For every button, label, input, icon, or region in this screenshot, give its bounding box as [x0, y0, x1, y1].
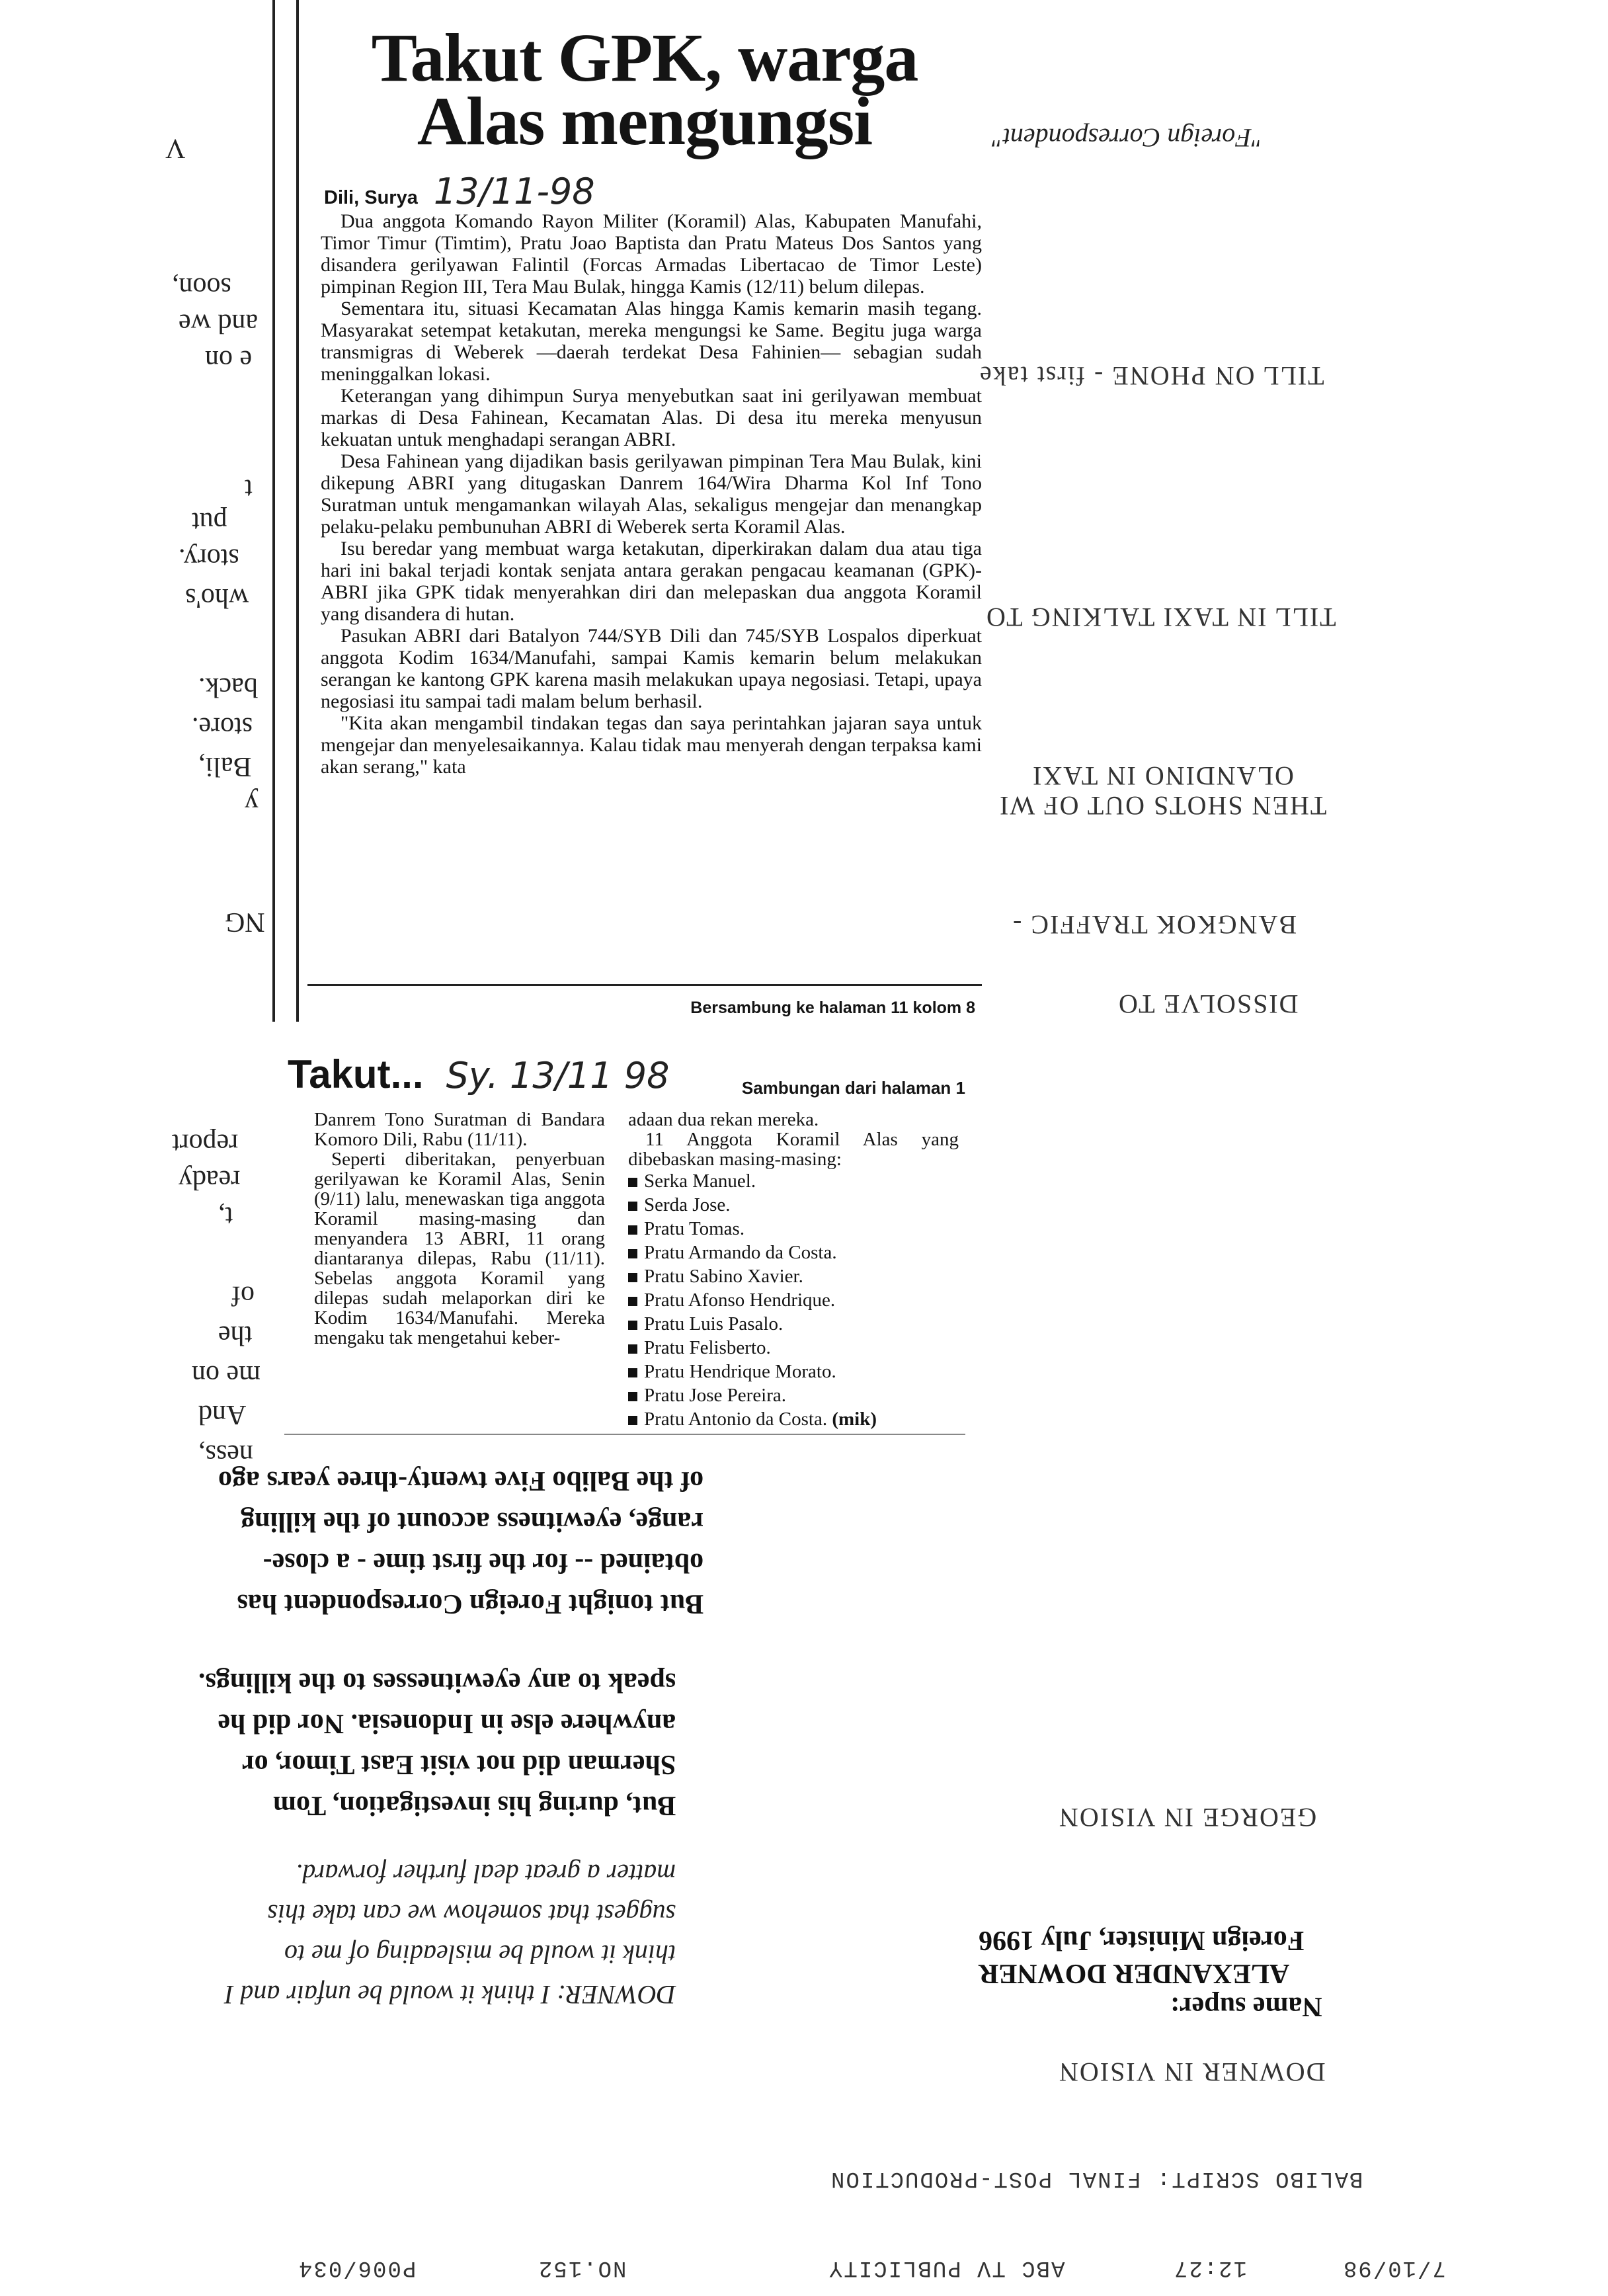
list-item: Pratu Armando da Costa. [628, 1241, 959, 1264]
fax-header [298, 2255, 1446, 2280]
fragment: t [245, 473, 253, 504]
column-rule [296, 0, 299, 1022]
list-item: Serda Jose. [628, 1193, 959, 1217]
continuation-header [288, 1051, 669, 1097]
clipping-main-article [301, 0, 988, 1035]
handwritten-date: Sy. 13/11 98 [446, 1055, 670, 1096]
paragraph: adaan dua rekan mereka. [628, 1109, 819, 1130]
script-line: think it would be misleading of me to [284, 1940, 676, 1969]
list-item: Pratu Afonso Hendrique. [628, 1288, 959, 1312]
script-line: DISSOLVE TO [1117, 989, 1299, 1019]
bullet-icon [628, 1202, 637, 1211]
bullet-icon [628, 1321, 637, 1330]
fax-date: 7/10/98 [1342, 2255, 1446, 2280]
paragraph: Seperti diberitakan, penyerbuan gerilyawan ke Koramil Alas, Senin (9/11) lalu, menewaskan tiga anggota Koramil masing-masing dan menyandera 13 ABRI, 11 orang diantaranya dilepas, Rabu (11/11). Sebelas anggota Koramil yang dilepas sudah melaporkan diri ke Kodim 1634/Manufahi. Mereka mengaku tak mengetahui keber- [314, 1149, 605, 1348]
fragment: ready [179, 1165, 241, 1195]
script-line: "Foreign Correspondent" [992, 123, 1263, 153]
paragraph: "Kita akan mengambil tindakan tegas dan saya perintahkan jajaran saya untuk mengejar dan menyelesaikannya. Kalau tidak mau menyerah dengan terpaksa kami akan serang," kata [321, 712, 982, 778]
fragment: who's [185, 583, 249, 613]
column-rule [272, 0, 275, 1022]
fragment: e on [205, 345, 253, 375]
fragment: ness, [198, 1439, 253, 1469]
clip-edge [284, 1434, 965, 1435]
fragment: back. [198, 672, 258, 702]
list-item: Pratu Sabino Xavier. [628, 1264, 959, 1288]
fragment: report [172, 1128, 239, 1159]
downer-quote [225, 1858, 676, 2010]
bullet-icon [628, 1416, 637, 1425]
script-line: But tonight Foreign Correspondent has [237, 1588, 704, 1619]
script-line: range, eyewitness account of the killing [241, 1506, 704, 1537]
bullet-icon [628, 1297, 637, 1306]
script-line: TILL ON PHONE - first take [979, 361, 1324, 391]
fragment: story. [179, 543, 239, 573]
script-line: Name super: [1170, 1991, 1322, 2022]
list-item: Pratu Hendrique Morato. [628, 1360, 959, 1383]
script-paragraph [198, 1666, 676, 1821]
dateline-row [324, 171, 595, 212]
fax-from: ABC TV PUBLICITY [827, 2255, 1065, 2280]
bullet-icon [628, 1273, 637, 1282]
fragment: t, [218, 1201, 233, 1231]
headline-line1: Takut GPK, warga [371, 20, 918, 96]
paragraph: Pasukan ABRI dari Batalyon 744/SYB Dili dan 745/SYB Lospalos diperkuat anggota Kodim 1634/Manufahi, sampai Kamis kemarin belum melakukan serangan ke kantong GPK karena masih melakukan upaya negosiasi. Tetapi, upaya negosiasi itu sampai tadi malam belum berhasil. [321, 625, 982, 712]
script-line: speak to any eyewitnesses to the killings. [198, 1667, 676, 1698]
list-item: Serka Manuel. [628, 1169, 959, 1193]
continued-note: Bersambung ke halaman 11 kolom 8 [690, 999, 975, 1017]
script-title: BALIBO SCRIPT: FINAL POST-PRODUCTION [830, 2166, 1363, 2191]
script-line: DOWNER IN VISION [1058, 2057, 1326, 2087]
fragment: y [245, 788, 259, 818]
fragment: and we [179, 308, 259, 339]
script-line: suggest that somehow we can take this [267, 1899, 676, 1929]
article-body [321, 210, 982, 778]
fragment: V [165, 133, 186, 163]
script-line: TILL IN TAXI TALKING TO [985, 602, 1336, 632]
sambungan-note: Sambungan dari halaman 1 [741, 1078, 965, 1098]
paragraph: Danrem Tono Suratman di Bandara Komoro Dili, Rabu (11/11). [314, 1109, 605, 1150]
fragment: Bali, [198, 751, 252, 782]
fragment: soon, [172, 272, 231, 302]
column-2 [628, 1110, 959, 1431]
list-item: Pratu Antonio da Costa. (mik) [628, 1407, 959, 1431]
bullet-icon [628, 1344, 637, 1354]
list-item: Pratu Luis Pasalo. [628, 1312, 959, 1336]
headline-line2: Alas mengungsi [417, 83, 873, 159]
list-item: Pratu Tomas. [628, 1217, 959, 1241]
fragment: put [192, 507, 227, 537]
script-line: anywhere else in Indonesia. Nor did he [218, 1708, 676, 1739]
dateline: Dili, Surya [324, 187, 418, 208]
paragraph: Keterangan yang dihimpun Surya menyebutkan saat ini gerilyawan membuat markas di Desa Fahinean, Kecamatan Alas. Di desa itu mereka menyusun kekuatan untuk menghadapi serangan ABRI. [321, 385, 982, 450]
bullet-icon [628, 1178, 637, 1187]
fragment: of [231, 1280, 255, 1311]
script-line: THEN SHOTS OUT OF WI [998, 791, 1327, 821]
list-item: Pratu Jose Pereira. [628, 1383, 959, 1407]
paragraph: Dua anggota Komando Rayon Militer (Koramil) Alas, Kabupaten Manufahi, Timor Timur (Timtim), Pratu Joao Baptista dan Pratu Mateus Dos Santos yang disandera gerilyawan Falintil (Forcas Armadas Libertacao de Timor Leste) pimpinan Region III, Tera Mau Bulak, hingga Kamis (12/11) belum dilepas. [321, 210, 982, 298]
script-line: matter a great deal further forward. [296, 1859, 676, 1889]
bullet-icon [628, 1249, 637, 1258]
fragment: store. [192, 712, 253, 742]
byline: (mik) [832, 1409, 877, 1430]
rule [307, 984, 982, 986]
script-line: of the Balibo Five twenty-three years ago [218, 1465, 704, 1496]
script-line: Foreign Minister, July 1996 [979, 1925, 1305, 1955]
script-line: ALEXANDER DOWNER [979, 1958, 1290, 1988]
column-1 [314, 1110, 605, 1348]
script-line: Sherman did not visit East Timor, or [242, 1749, 676, 1780]
fragment: NG [225, 907, 265, 937]
list-item: Pratu Felisberto. [628, 1336, 959, 1360]
fragment: the [218, 1320, 253, 1350]
continuation-title: Takut... [288, 1052, 424, 1096]
paragraph: Sementara itu, situasi Kecamatan Alas hingga Kamis kemarin masih tegang. Masyarakat setempat ketakutan, mereka mengungsi ke Same. Begitu juga warga transmigras di Weberek —daerah terdekat Desa Fahinien— sebagian sudah meninggalkan lokasi. [321, 298, 982, 385]
bullet-icon [628, 1368, 637, 1377]
script-line: GEORGE IN VISION [1058, 1803, 1317, 1832]
bullet-icon [628, 1392, 637, 1401]
fax-time: 12:27 [1173, 2255, 1248, 2280]
fax-number: NO.152 [538, 2255, 627, 2280]
script-line: DOWNER: I think it would be unfair and I [225, 1980, 676, 2010]
script-paragraph [218, 1465, 704, 1620]
script-line: BANGKOK TRAFFIC - [1012, 910, 1297, 940]
paragraph: Isu beredar yang membuat warga ketakutan, diperkirakan dalam dua atau tiga hari ini bakal terjadi kontak senjata antara gerakan pengacau keamanan (GPK)-ABRI jika GPK tidak menyerahkan diri dan melepaskan dua anggota Koramil yang disandera di hutan. [321, 538, 982, 625]
paragraph: Desa Fahinean yang dijadikan basis gerilyawan pimpinan Tera Mau Bulak, kini dikepung ABRI yang ditugaskan Danrem 164/Wira Dharma Kol Inf Tono Suratman untuk mengamankan wilayah Alas, sekaligus mengejar dan menangkap pelaku-pelaku pembunuhan ABRI di Weberek serta Koramil Alas. [321, 450, 982, 538]
paragraph: 11 Anggota Koramil Alas yang dibebaskan masing-masing: [628, 1129, 959, 1170]
script-line: obtained -- for the first time - a close- [262, 1547, 704, 1578]
handwritten-date: 13/11-98 [433, 171, 595, 212]
fragment: me on [192, 1360, 261, 1390]
bullet-icon [628, 1225, 637, 1235]
fragment: And [198, 1399, 247, 1430]
released-list [628, 1169, 959, 1431]
script-line: But, during his investigation, Tom [273, 1790, 676, 1821]
fax-page: P006/034 [298, 2255, 417, 2280]
clipping-continuation [278, 1051, 969, 1461]
headline [301, 20, 988, 159]
script-line: OLANDINO IN TAXI [1031, 761, 1294, 791]
